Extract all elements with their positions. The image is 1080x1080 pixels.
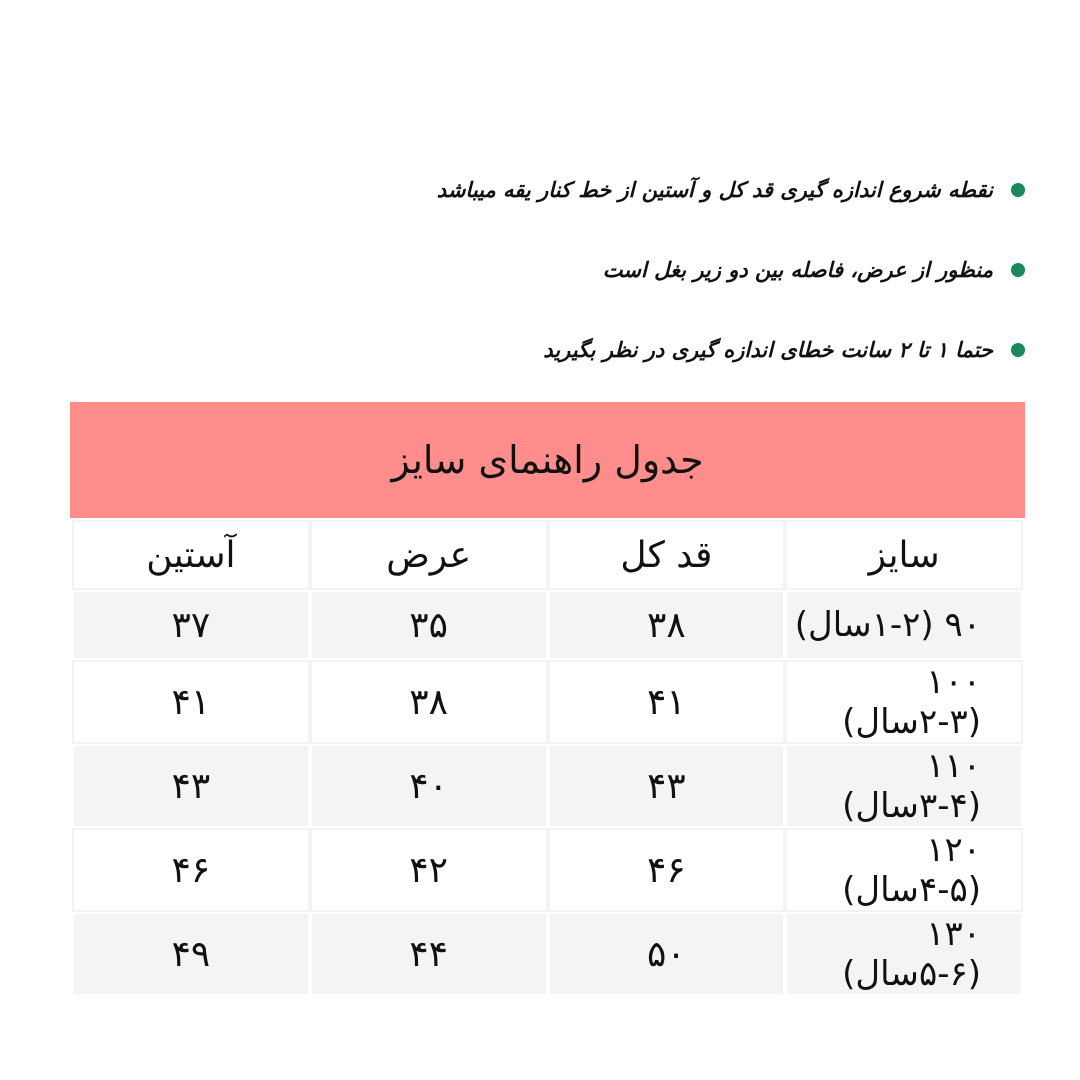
cell-sleeve: ۴۹ <box>74 914 308 994</box>
note-text: منظور از عرض، فاصله بین دو زیر بغل است <box>602 258 993 282</box>
table-row <box>74 592 1021 658</box>
size-guide-table <box>70 402 1025 998</box>
cell-total-length: ۴۶ <box>550 830 784 910</box>
cell-total-length: ۵۰ <box>550 914 784 994</box>
header-sleeve: آستین <box>74 522 308 588</box>
cell-total-length: ۳۸ <box>550 592 784 658</box>
note-item <box>325 230 1025 310</box>
table-row <box>74 914 1021 994</box>
cell-width: ۴۲ <box>312 830 546 910</box>
header-size: سایز <box>787 522 1021 588</box>
cell-sleeve: ۴۶ <box>74 830 308 910</box>
cell-size: ۹۰ (۱-۲سال) <box>787 592 1021 658</box>
note-item <box>325 310 1025 390</box>
cell-size: ۱۱۰ (۳-۴سال) <box>787 746 1021 826</box>
cell-total-length: ۴۳ <box>550 746 784 826</box>
table-title: جدول راهنمای سایز <box>70 402 1025 518</box>
cell-sleeve: ۳۷ <box>74 592 308 658</box>
cell-sleeve: ۴۱ <box>74 662 308 742</box>
cell-total-length: ۴۱ <box>550 662 784 742</box>
bullet-dot-icon <box>1011 343 1025 357</box>
note-text: حتما ۱ تا ۲ سانت خطای اندازه گیری در نظر بگیرید <box>543 338 993 362</box>
table-row <box>74 746 1021 826</box>
header-total-length: قد کل <box>550 522 784 588</box>
bullet-dot-icon <box>1011 183 1025 197</box>
header-width: عرض <box>312 522 546 588</box>
table-row <box>74 662 1021 742</box>
cell-width: ۴۰ <box>312 746 546 826</box>
cell-size: ۱۲۰ (۴-۵سال) <box>787 830 1021 910</box>
cell-width: ۳۵ <box>312 592 546 658</box>
header-row <box>74 522 1021 588</box>
bullet-dot-icon <box>1011 263 1025 277</box>
cell-size: ۱۳۰ (۵-۶سال) <box>787 914 1021 994</box>
cell-width: ۴۴ <box>312 914 546 994</box>
size-table <box>70 518 1025 998</box>
cell-width: ۳۸ <box>312 662 546 742</box>
cell-size: ۱۰۰ (۲-۳سال) <box>787 662 1021 742</box>
measurement-notes <box>325 150 1025 390</box>
note-text: نقطه شروع اندازه گیری قد کل و آستین از خط کنار یقه میباشد <box>436 178 993 202</box>
cell-sleeve: ۴۳ <box>74 746 308 826</box>
note-item <box>325 150 1025 230</box>
table-row <box>74 830 1021 910</box>
